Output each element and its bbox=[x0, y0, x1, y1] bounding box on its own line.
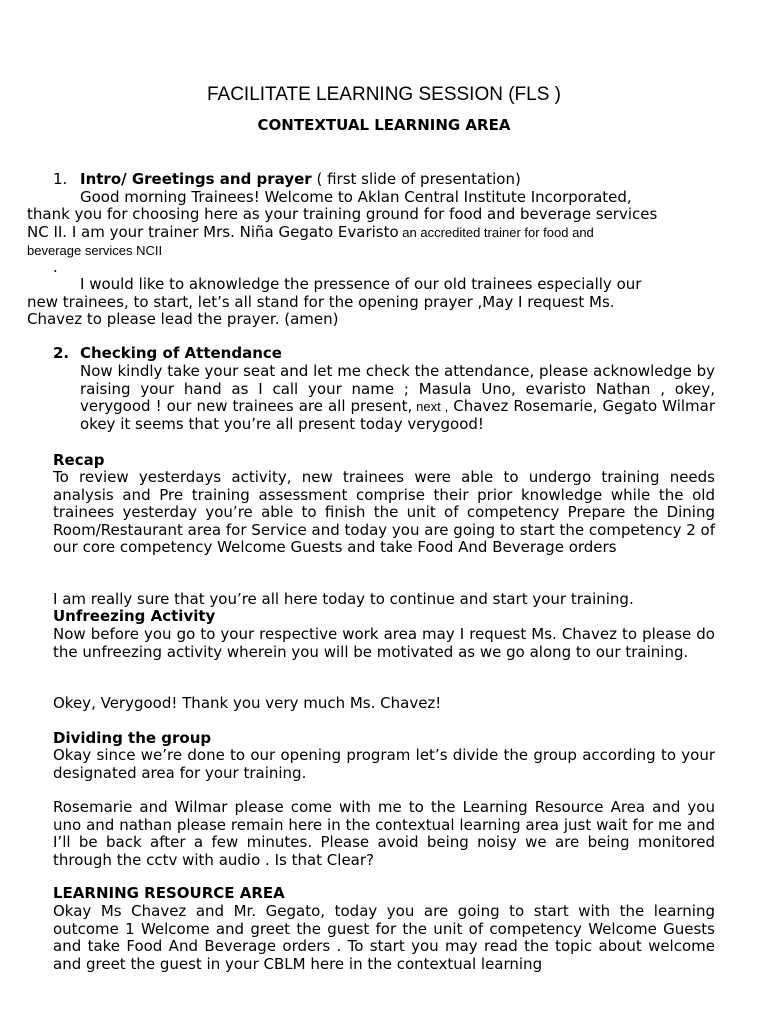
section-heading: Checking of Attendance bbox=[80, 344, 282, 362]
intro-line-4: beverage services NCII bbox=[27, 243, 163, 258]
dividing-body: Okay since we’re done to our opening program let’s divide the group according to your designated area for your training. bbox=[53, 746, 715, 782]
dividing-body-2: Rosemarie and Wilmar please come with me to the Learning Resource Area and you uno and nathan please remain here in the contextual learning area just wait for me and I’ll be back after a few minutes. Please avoid being noisy we are being monitored through the cctv with audio . Is that Clear? bbox=[53, 798, 715, 869]
section-number: 1. bbox=[53, 170, 68, 188]
unfreezing-body: Now before you go to your respective work area may I request Ms. Chavez to please do the unfreezing activity wherein you will be motivated as we go along to our training. bbox=[53, 625, 715, 661]
section-note: ( first slide of presentation) bbox=[311, 170, 521, 188]
intro-line-3 bbox=[27, 224, 707, 242]
intro-para2-line-3: Chavez to please lead the prayer. (amen) bbox=[27, 310, 339, 328]
intro-line-2: thank you for choosing here as your training ground for food and beverage services bbox=[27, 205, 658, 223]
document-title: FACILITATE LEARNING SESSION (FLS ) bbox=[206, 84, 562, 105]
section-heading: Intro/ Greetings and prayer bbox=[80, 170, 312, 188]
unfreezing-heading: Unfreezing Activity bbox=[53, 607, 216, 625]
intro-line-3-small: an accredited trainer for food and bbox=[398, 225, 594, 240]
recap-closing: I am really sure that you’re all here today to continue and start your training. bbox=[53, 590, 634, 608]
intro-para2-line-1: I would like to aknowledge the pressence of our old trainees especially our bbox=[80, 275, 642, 293]
section-attendance-heading bbox=[53, 345, 715, 363]
intro-line-3-main: NC II. I am your trainer Mrs. Niña Gegato Evaristo bbox=[27, 223, 399, 241]
lra-heading: LEARNING RESOURCE AREA bbox=[53, 884, 285, 902]
attendance-text-2: Chavez Rosemarie, Gegato Wilmar okey it seems that you’re all present today verygood! bbox=[80, 397, 715, 433]
dividing-heading: Dividing the group bbox=[53, 729, 212, 747]
section-number: 2. bbox=[53, 344, 70, 362]
attendance-body bbox=[80, 363, 715, 433]
intro-dot: . bbox=[53, 258, 58, 276]
recap-body: To review yesterdays activity, new trainees were able to undergo training needs analysis and Pre training assessment comprise their prior knowledge while the old trainees yesterday you’re able to finish the unit of competency Prepare the Dining Room/Restaurant area for Service and today you are going to start the competency 2 of our core competency Welcome Guests and take Food And Beverage orders bbox=[53, 468, 715, 556]
intro-line-1: Good morning Trainees! Welcome to Aklan Central Institute Incorporated, bbox=[80, 188, 632, 206]
attendance-small-text: next , bbox=[412, 399, 449, 414]
recap-heading: Recap bbox=[53, 451, 105, 469]
document-subtitle: CONTEXTUAL LEARNING AREA bbox=[257, 116, 511, 134]
lra-body: Okay Ms Chavez and Mr. Gegato, today you are going to start with the learning outcome 1 Welcome and greet the guest for the unit of competency Welcome Guests and take Food And Beverage orders . To start you may read the topic about welcome and greet the guest in your CBLM here in the contextual learning bbox=[53, 902, 715, 973]
intro-para2-line-2: new trainees, to start, let’s all stand for the opening prayer ,May I request Ms. bbox=[27, 293, 615, 311]
unfreezing-thanks: Okey, Verygood! Thank you very much Ms. Chavez! bbox=[53, 694, 442, 712]
attendance-text: Now kindly take your seat and let me check the attendance, please acknowledge by raising your hand as I call your name ; Masula Uno, evaristo Nathan , okey, verygood ! our new trainees are all present, bbox=[80, 362, 715, 415]
section-intro-heading bbox=[53, 171, 715, 189]
